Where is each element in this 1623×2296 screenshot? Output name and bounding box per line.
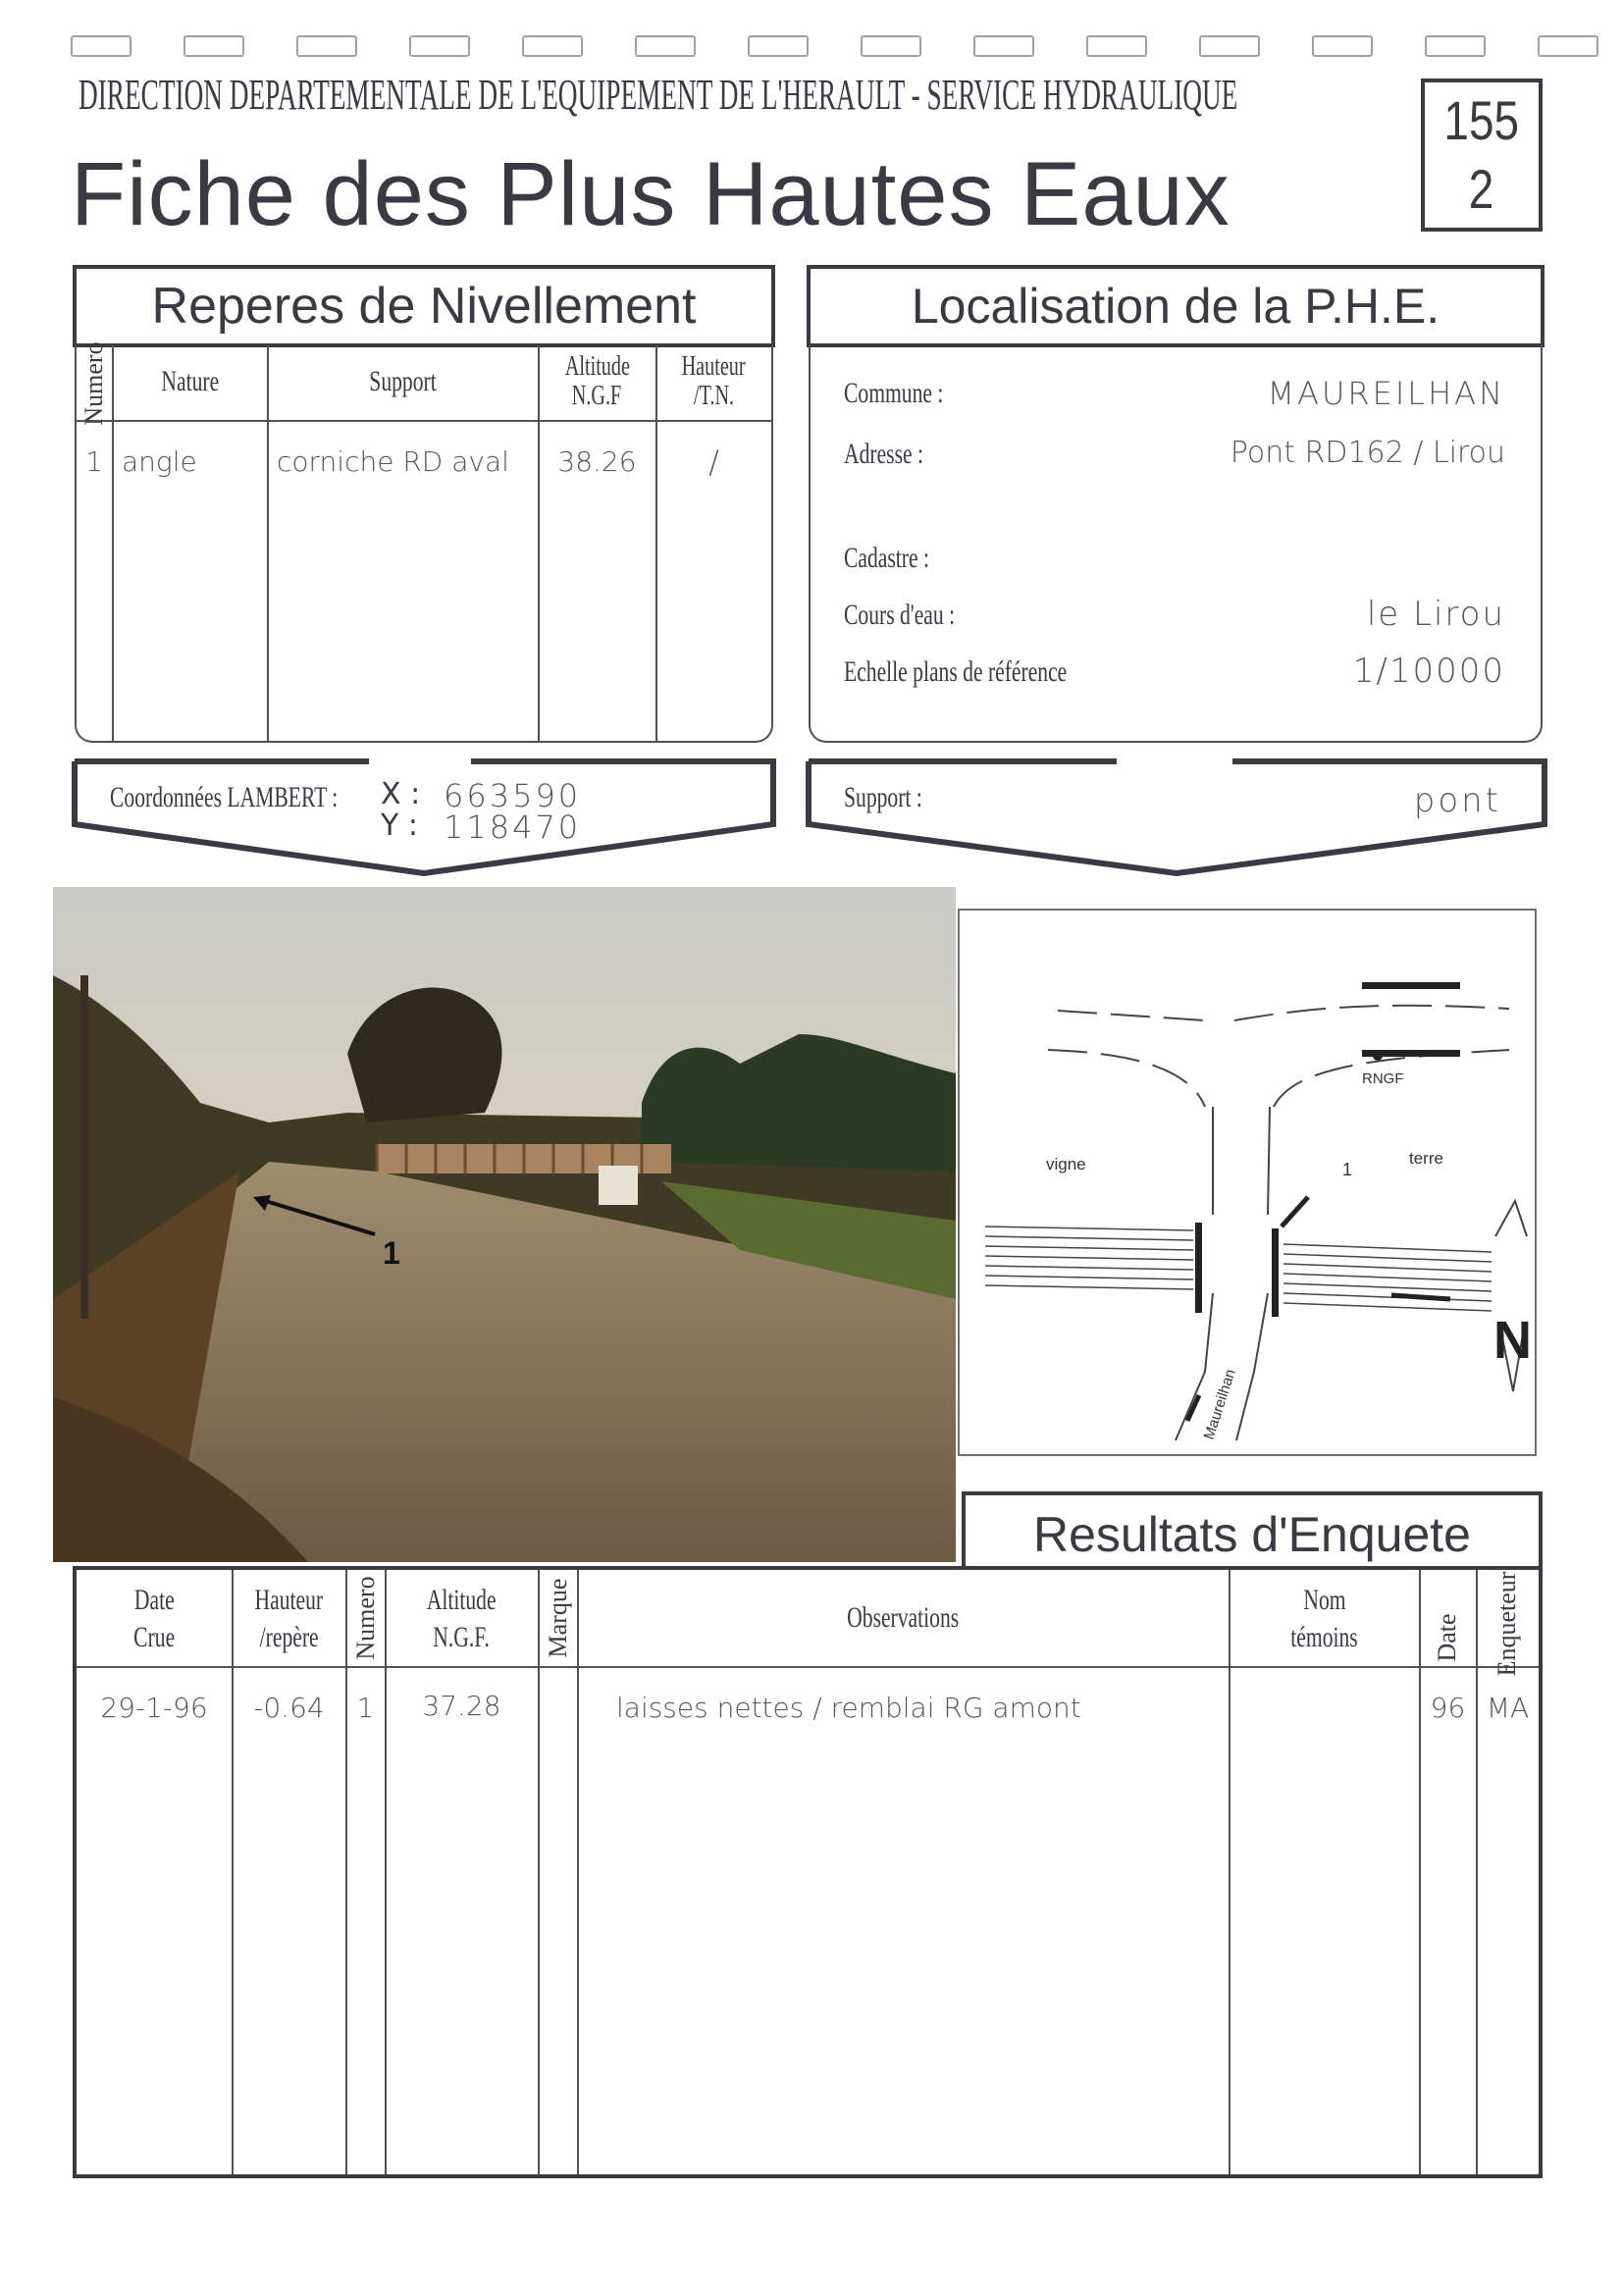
cadastre-label: Cadastre : (844, 542, 929, 574)
coordinates-label: Coordonnées LAMBERT : (110, 781, 339, 813)
binder-hole (973, 35, 1034, 57)
resultat-row-date: 96 (1430, 1692, 1466, 1724)
x-value: 663590 (444, 777, 582, 814)
map-vigne-label: vigne (1046, 1155, 1086, 1174)
binder-hole (861, 35, 921, 57)
site-photo (53, 887, 956, 1562)
col-observations: Observations (847, 1601, 960, 1634)
map-rngf-label: RNGF (1362, 1070, 1404, 1087)
resultat-row-date-crue: 29-1-96 (100, 1692, 208, 1724)
site-map (958, 909, 1537, 1456)
col-hauteur: Hauteur (682, 351, 746, 382)
col-numero: Numero (351, 1576, 380, 1660)
map-marker-label: 1 (1342, 1160, 1353, 1179)
resultat-row-enqueteur: MA (1486, 1692, 1530, 1724)
col-numero: Numero (79, 341, 108, 426)
page-title: Fiche des Plus Hautes Eaux (71, 144, 1230, 244)
resultats-title: Resultats d'Enquete (1033, 1507, 1471, 1562)
resultats-title-box (962, 1491, 1543, 1570)
localisation-panel (809, 345, 1543, 743)
col-altitude: Altitude (427, 1584, 497, 1616)
col-marque: Marque (544, 1578, 572, 1658)
sheet-subnumber: 2 (1469, 158, 1494, 220)
localisation-title: Localisation de la P.H.E. (911, 279, 1440, 334)
repere-row-nature: angle (122, 445, 197, 478)
col-nature: Nature (161, 365, 219, 397)
support-label: Support : (844, 781, 922, 813)
binder-holes (71, 35, 1592, 57)
reperes-title-box (73, 265, 775, 347)
col-date: Date (133, 1584, 175, 1616)
echelle-label: Echelle plans de référence (844, 655, 1068, 688)
resultat-row-observations: laisses nettes / remblai RG amont (616, 1692, 1081, 1724)
photo-marker: 1 (383, 1235, 400, 1271)
col-altitude-ngf: N.G.F. (433, 1621, 491, 1653)
binder-hole (635, 35, 696, 57)
binder-hole (1312, 35, 1373, 57)
localisation-title-box (807, 265, 1544, 347)
echelle-value: 1/10000 (1352, 652, 1505, 691)
binder-hole (1199, 35, 1260, 57)
col-altitude-ngf: N.G.F (572, 381, 622, 411)
support-value: pont (1413, 781, 1501, 820)
binder-hole (296, 35, 357, 57)
resultats-table (73, 1566, 1543, 2178)
map-river-label: Maureilhan (1200, 1367, 1239, 1442)
y-label: Y : (381, 809, 418, 843)
adresse-value: Pont RD162 / Lirou (1230, 436, 1505, 470)
col-temoins: témoins (1290, 1621, 1358, 1653)
repere-row-numero: 1 (85, 445, 103, 478)
repere-row-support: corniche RD aval (277, 445, 509, 478)
col-altitude: Altitude (564, 351, 630, 382)
reperes-table (75, 341, 773, 743)
commune-value: MAUREILHAN (1267, 375, 1505, 412)
sheet-number: 155 (1443, 89, 1520, 151)
cours-eau-value: le Lirou (1366, 595, 1505, 634)
resultat-row-numero: 1 (356, 1692, 375, 1724)
north-arrow-icon: N (1493, 1311, 1532, 1370)
sheet-number-box (1421, 78, 1543, 232)
resultat-row-altitude: 37.28 (422, 1690, 501, 1722)
col-hauteur-tn: /T.N. (693, 381, 735, 411)
col-support: Support (369, 365, 437, 397)
cours-eau-label: Cours d'eau : (844, 599, 956, 631)
commune-label: Commune : (844, 377, 944, 409)
col-enqueteur: Enqueteur (1492, 1571, 1521, 1677)
reperes-title: Reperes de Nivellement (151, 278, 697, 335)
binder-hole (409, 35, 470, 57)
resultat-row-hauteur: -0.64 (253, 1692, 325, 1724)
binder-hole (1538, 35, 1598, 57)
organisation-header: DIRECTION DEPARTEMENTALE DE L'EQUIPEMENT DE L'HERAULT - SERVICE HYDRAULIQUE (79, 71, 1238, 119)
col-repere: /repère (259, 1621, 319, 1653)
repere-row-hauteur: / (708, 444, 719, 481)
binder-hole (71, 35, 131, 57)
map-terre-label: terre (1409, 1149, 1443, 1168)
binder-hole (1086, 35, 1147, 57)
col-nom: Nom (1302, 1584, 1346, 1616)
col-hauteur: Hauteur (254, 1584, 324, 1616)
col-crue: Crue (132, 1621, 175, 1653)
y-value: 118470 (444, 809, 582, 846)
x-label: X : (381, 777, 421, 811)
binder-hole (748, 35, 809, 57)
repere-row-altitude: 38.26 (557, 445, 637, 478)
adresse-label: Adresse : (844, 438, 923, 470)
binder-hole (522, 35, 583, 57)
binder-hole (183, 35, 244, 57)
binder-hole (1425, 35, 1486, 57)
col-date-enquete: Date (1433, 1613, 1461, 1662)
